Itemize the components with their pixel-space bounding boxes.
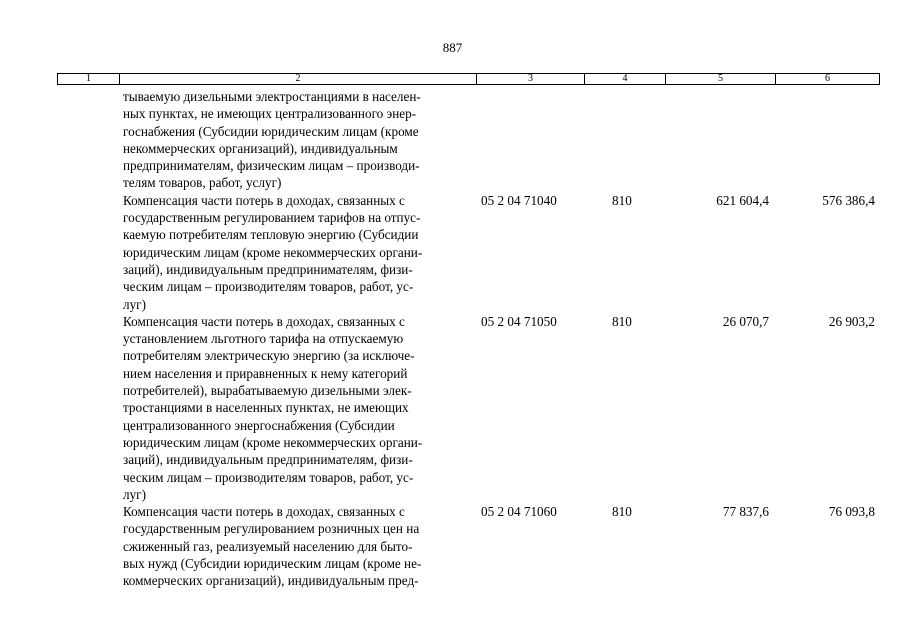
- description-line: луг): [123, 296, 146, 312]
- description-line: госнабжения (Субсидии юридическим лицам (кроме: [123, 123, 419, 139]
- description-line: заций), индивидуальным предпринимателям, физи-: [123, 452, 413, 468]
- description-line: некоммерческих организаций), индивидуальным: [123, 140, 398, 156]
- description-line: каемую потребителям тепловую энергию (Субсидии: [123, 227, 419, 243]
- description-line: коммерческих организаций), индивидуальным пред-: [123, 573, 419, 589]
- column-header: 1: [86, 73, 91, 84]
- column-header: 4: [584, 74, 665, 84]
- description-line: сжиженный газ, реализуемый населению для быто-: [123, 538, 413, 554]
- description-line: предпринимателям, физическим лицам – производи-: [123, 158, 420, 174]
- table-body: [0, 88, 905, 590]
- column-header: 5: [665, 74, 775, 84]
- row-description: [123, 192, 478, 313]
- description-line: нием населения и приравненных к нему категорий: [123, 365, 408, 381]
- page-number: 887: [442, 40, 463, 55]
- target-code: 05 2 04 71050: [481, 313, 557, 329]
- column-header: 2: [119, 74, 476, 84]
- row-description: [123, 503, 478, 589]
- description-line: телям товаров, работ, услуг): [123, 175, 282, 191]
- amount-col6: 576 386,4: [822, 192, 875, 208]
- amount-col6: 76 093,8: [828, 504, 875, 520]
- table-row: [0, 192, 905, 313]
- amount-col6: 26 903,2: [828, 313, 875, 329]
- description-line: ческим лицам – производителям товаров, работ, ус-: [123, 469, 414, 485]
- expense-type-code: 810: [612, 504, 632, 520]
- target-code: 05 2 04 71040: [481, 192, 557, 208]
- description-line: государственным регулированием тарифов на отпус-: [123, 210, 421, 226]
- table-header-row: [57, 73, 880, 85]
- amount-col5: 77 837,6: [722, 504, 769, 520]
- description-line: юридическим лицам (кроме некоммерческих органи-: [123, 244, 423, 260]
- column-header: 3: [476, 74, 584, 84]
- table-row: [0, 503, 905, 589]
- description-line: юридическим лицам (кроме некоммерческих органи-: [123, 434, 423, 450]
- description-line: потребителей), вырабатываемую дизельными элек-: [123, 383, 412, 399]
- description-line: вых нужд (Субсидии юридическим лицам (кроме не-: [123, 556, 422, 572]
- description-line: потребителям электрическую энергию (за исключе-: [123, 348, 415, 364]
- description-line: Компенсация части потерь в доходах, связанных с: [123, 313, 405, 329]
- description-line: луг): [123, 486, 146, 502]
- expense-type-code: 810: [612, 313, 632, 329]
- description-line: заций), индивидуальным предпринимателям, физи-: [123, 261, 413, 277]
- row-description: [123, 313, 478, 503]
- description-line: ческим лицам – производителям товаров, работ, ус-: [123, 279, 414, 295]
- target-code: 05 2 04 71060: [481, 504, 557, 520]
- table-row: [0, 313, 905, 503]
- description-line: централизованного энергоснабжения (Субсидии: [123, 417, 395, 433]
- amount-col5: 621 604,4: [716, 192, 769, 208]
- table-row: [0, 88, 905, 192]
- row-description: [123, 88, 478, 192]
- description-line: ных пунктах, не имеющих централизованного энер-: [123, 106, 417, 122]
- description-line: установлением льготного тарифа на отпускаемую: [123, 331, 404, 347]
- column-header: 6: [775, 74, 879, 84]
- amount-col5: 26 070,7: [722, 313, 769, 329]
- description-line: государственным регулированием розничных цен на: [123, 521, 420, 537]
- description-line: Компенсация части потерь в доходах, связанных с: [123, 192, 405, 208]
- description-line: тростанциями в населенных пунктах, не имеющих: [123, 400, 409, 416]
- description-line: тываемую дизельными электростанциями в населен-: [123, 89, 421, 104]
- description-line: Компенсация части потерь в доходах, связанных с: [123, 504, 405, 520]
- expense-type-code: 810: [612, 192, 632, 208]
